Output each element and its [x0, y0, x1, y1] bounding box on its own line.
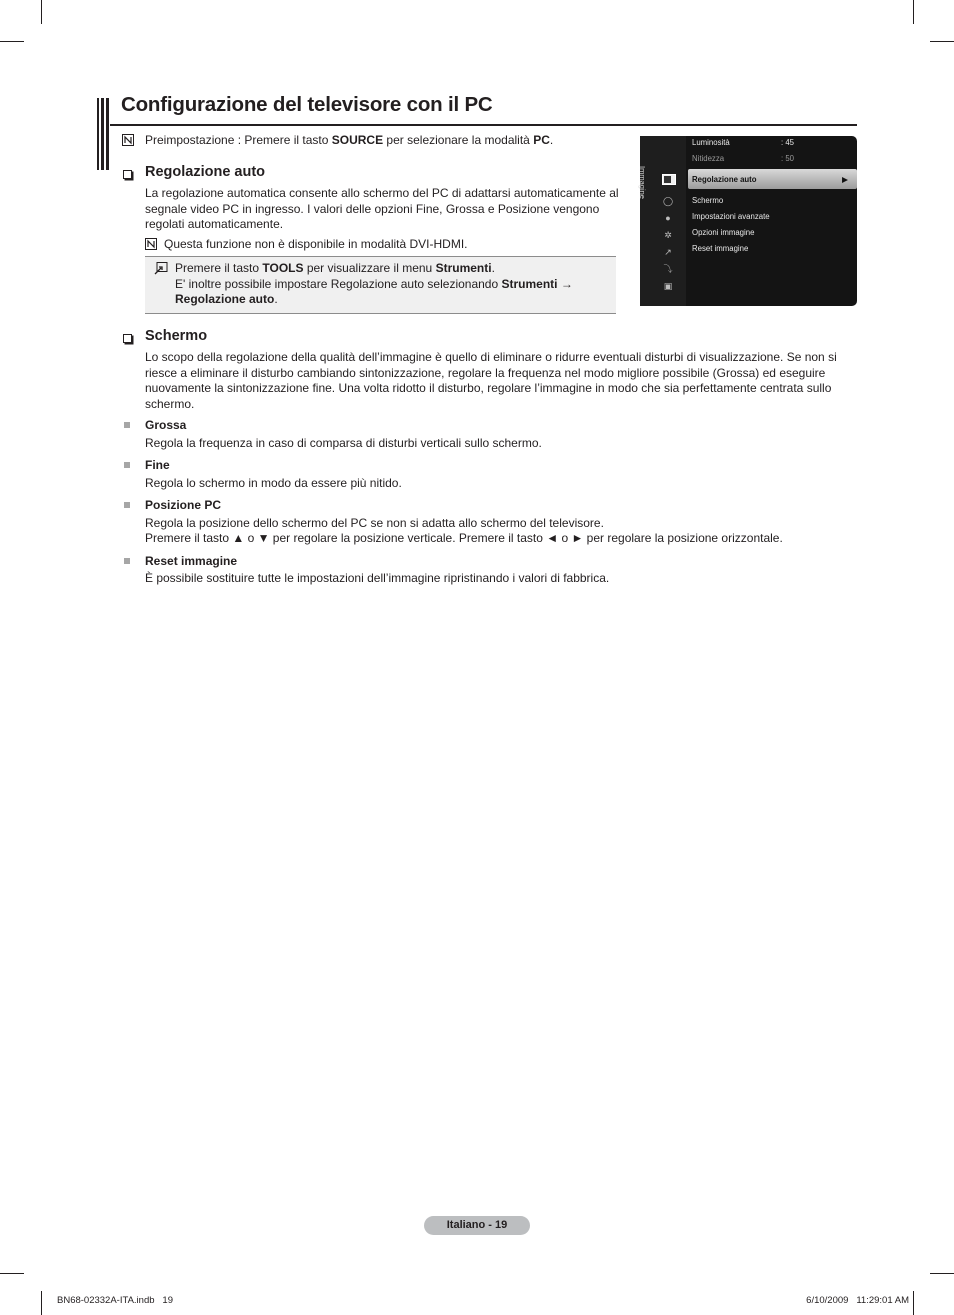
osd-item-label: Nitidezza [692, 154, 725, 163]
section-heading-screen: Schermo [145, 328, 208, 344]
item-desc: Premere il tasto ▲ o ▼ per regolare la posizione verticale. Premere il tasto ◄ o ► per regolare la posizione orizzontale. [145, 531, 783, 545]
list-bullet [124, 558, 130, 564]
title-rule [110, 124, 857, 126]
osd-item-value: : 50 [781, 154, 795, 163]
note-icon [122, 134, 134, 146]
osd-item-label: Reset immagine [692, 244, 749, 253]
section-screen-body: Lo scopo della regolazione della qualità dell’immagine è quello di eliminare o ridurre eventuali disturbi di visualizzazione. Se non si riesce a eliminare il disturbo cambiando sintonizzazione, regolare la frequenza nel modo migliore possibile (Grossa) ed eseguire nuovamente la sintonizzazione fine. Una volta ridotto il disturbo, regolare l’immagine in modo che sia perfettamente centrata sullo schermo. [145, 350, 837, 411]
section-marker [123, 170, 132, 179]
osd-side-label: Immagine [637, 166, 647, 199]
sound-icon: ◯ [662, 196, 674, 206]
crop-mark [41, 1291, 42, 1315]
osd-item-label: Regolazione auto [692, 175, 757, 184]
channel-icon: ● [665, 213, 671, 223]
crop-mark [913, 1291, 914, 1315]
picture-icon [662, 174, 674, 184]
section-heading-auto: Regolazione auto [145, 164, 266, 180]
crop-mark [0, 1273, 24, 1274]
crop-mark [0, 41, 24, 42]
section-marker [123, 334, 132, 343]
item-title: Fine [145, 458, 170, 472]
crop-mark [913, 0, 914, 24]
item-title: Posizione PC [145, 498, 222, 512]
list-bullet [124, 422, 130, 428]
osd-item-label: Schermo [692, 196, 724, 205]
tools-icon [154, 262, 168, 275]
osd-item-arrow: ▶ [842, 175, 848, 184]
tools-line-1: Premere il tasto TOOLS per visualizzare il menu Strumenti. [175, 261, 495, 275]
section-auto-body: La regolazione automatica consente allo schermo del PC di adattarsi automaticamente al segnale video PC in ingresso. I valori delle opzioni Fine, Grossa e Posizione vengono regolati automaticamente. [145, 186, 619, 231]
dvi-note: Questa funzione non è disponibile in modalità DVI-HDMI. [164, 237, 468, 251]
note-icon [145, 238, 157, 250]
item-desc: È possibile sostituire tutte le impostazioni dell’immagine ripristinando i valori di fabbrica. [145, 571, 610, 585]
crop-mark [41, 0, 42, 24]
setup-icon: ✲ [664, 230, 672, 240]
print-timestamp: 6/10/2009 11:29:01 AM [806, 1295, 909, 1306]
page-number: Italiano - 19 [424, 1216, 530, 1235]
osd-menu-screenshot [637, 136, 857, 306]
osd-item-value: : 45 [781, 138, 795, 147]
support-icon: ▣ [663, 281, 673, 291]
item-desc: Regola la posizione dello schermo del PC se non si adatta allo schermo del televisore. [145, 516, 604, 530]
list-bullet [124, 462, 130, 468]
crop-mark [930, 41, 954, 42]
preset-note: Preimpostazione : Premere il tasto SOURCE per selezionare la modalità PC. [145, 133, 554, 147]
print-file-slug: BN68-02332A-ITA.indb 19 [57, 1295, 174, 1306]
crop-mark [930, 1273, 954, 1274]
input-icon: ↗ [664, 247, 672, 257]
item-desc: Regola lo schermo in modo da essere più nitido. [145, 476, 402, 490]
item-desc: Regola la frequenza in caso di comparsa di disturbi verticali sullo schermo. [145, 436, 542, 450]
tools-box [145, 256, 616, 314]
tools-line-3: Regolazione auto. [175, 292, 278, 306]
item-title: Grossa [145, 418, 187, 432]
osd-item-label: Opzioni immagine [692, 228, 755, 237]
page-title: Configurazione del televisore con il PC [121, 93, 493, 116]
application-icon: ⤵ [663, 264, 673, 274]
osd-item-label: Impostazioni avanzate [692, 212, 770, 221]
osd-item-label: Luminosità [692, 138, 730, 147]
list-bullet [124, 502, 130, 508]
item-title: Reset immagine [145, 554, 238, 568]
tools-line-2: E' inoltre possibile impostare Regolazione auto selezionando Strumenti → [175, 276, 573, 291]
